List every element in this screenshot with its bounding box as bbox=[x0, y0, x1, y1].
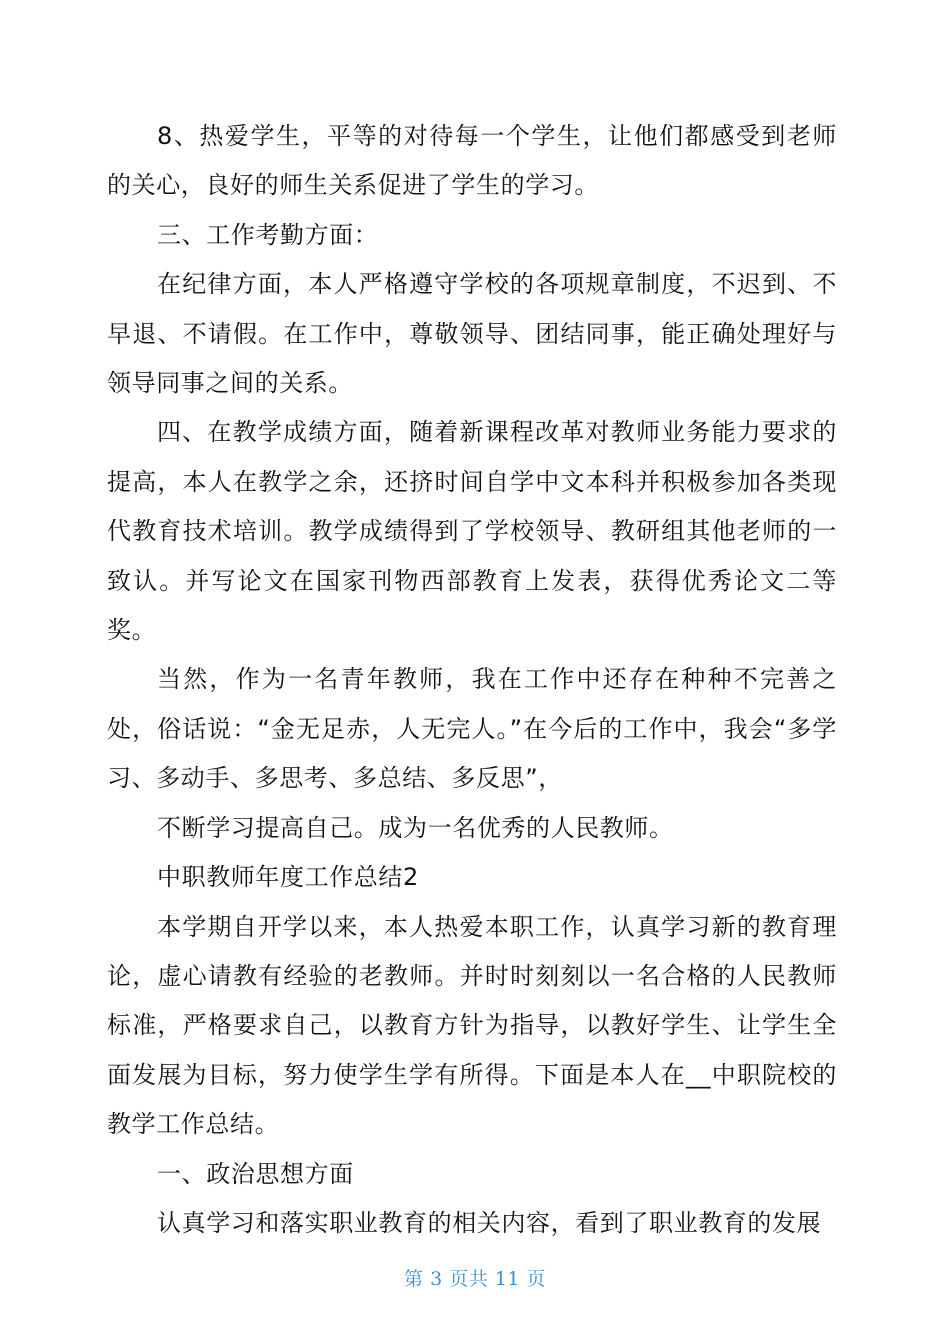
paragraph-discipline: 在纪律方面，本人严格遵守学校的各项规章制度，不迟到、不早退、不请假。在工作中，尊敬领导、团结同事，能正确处理好与领导同事之间的关系。 bbox=[107, 270, 837, 398]
section-heading-attendance: 三、工作考勤方面： bbox=[157, 220, 379, 249]
page-number-footer: 第 3 页共 11 页 bbox=[404, 1268, 546, 1290]
section-heading-political: 一、政治思想方面 bbox=[157, 1159, 354, 1188]
document-body bbox=[107, 112, 837, 1248]
paragraph-vocational-education: 认真学习和落实职业教育的相关内容，看到了职业教育的发展 bbox=[157, 1208, 822, 1237]
document-subtitle: 中职教师年度工作总结2 bbox=[157, 863, 419, 892]
paragraph-love-students: 8、热爱学生，平等的对待每一个学生，让他们都感受到老师的关心，良好的师生关系促进了学生的学习。 bbox=[107, 122, 837, 200]
paragraph-self-reflection: 当然，作为一名青年教师，我在工作中还存在种种不完善之处，俗话说：“金无足赤，人无完人。”在今后的工作中，我会“多学习、多动手、多思考、多总结、多反思”， bbox=[107, 665, 837, 793]
paragraph-teaching-results: 四、在教学成绩方面，随着新课程改革对教师业务能力要求的提高，本人在教学之余，还挤时间自学中文本科并积极参加各类现代教育技术培训。教学成绩得到了学校领导、教研组其他老师的一致认。并写论文在国家刊物西部教育上发表，获得优秀论文二等奖。 bbox=[107, 418, 837, 645]
paragraph-keep-learning: 不断学习提高自己。成为一名优秀的人民教师。 bbox=[157, 813, 674, 842]
paragraph-semester-intro: 本学期自开学以来，本人热爱本职工作，认真学习新的教育理论，虚心请教有经验的老教师。并时时刻刻以一名合格的人民教师标准，严格要求自己，以教育方针为指导，以教好学生、让学生全面发展为目标，努力使学生学有所得。下面是本人在__中职院校的教学工作总结。 bbox=[107, 912, 837, 1139]
